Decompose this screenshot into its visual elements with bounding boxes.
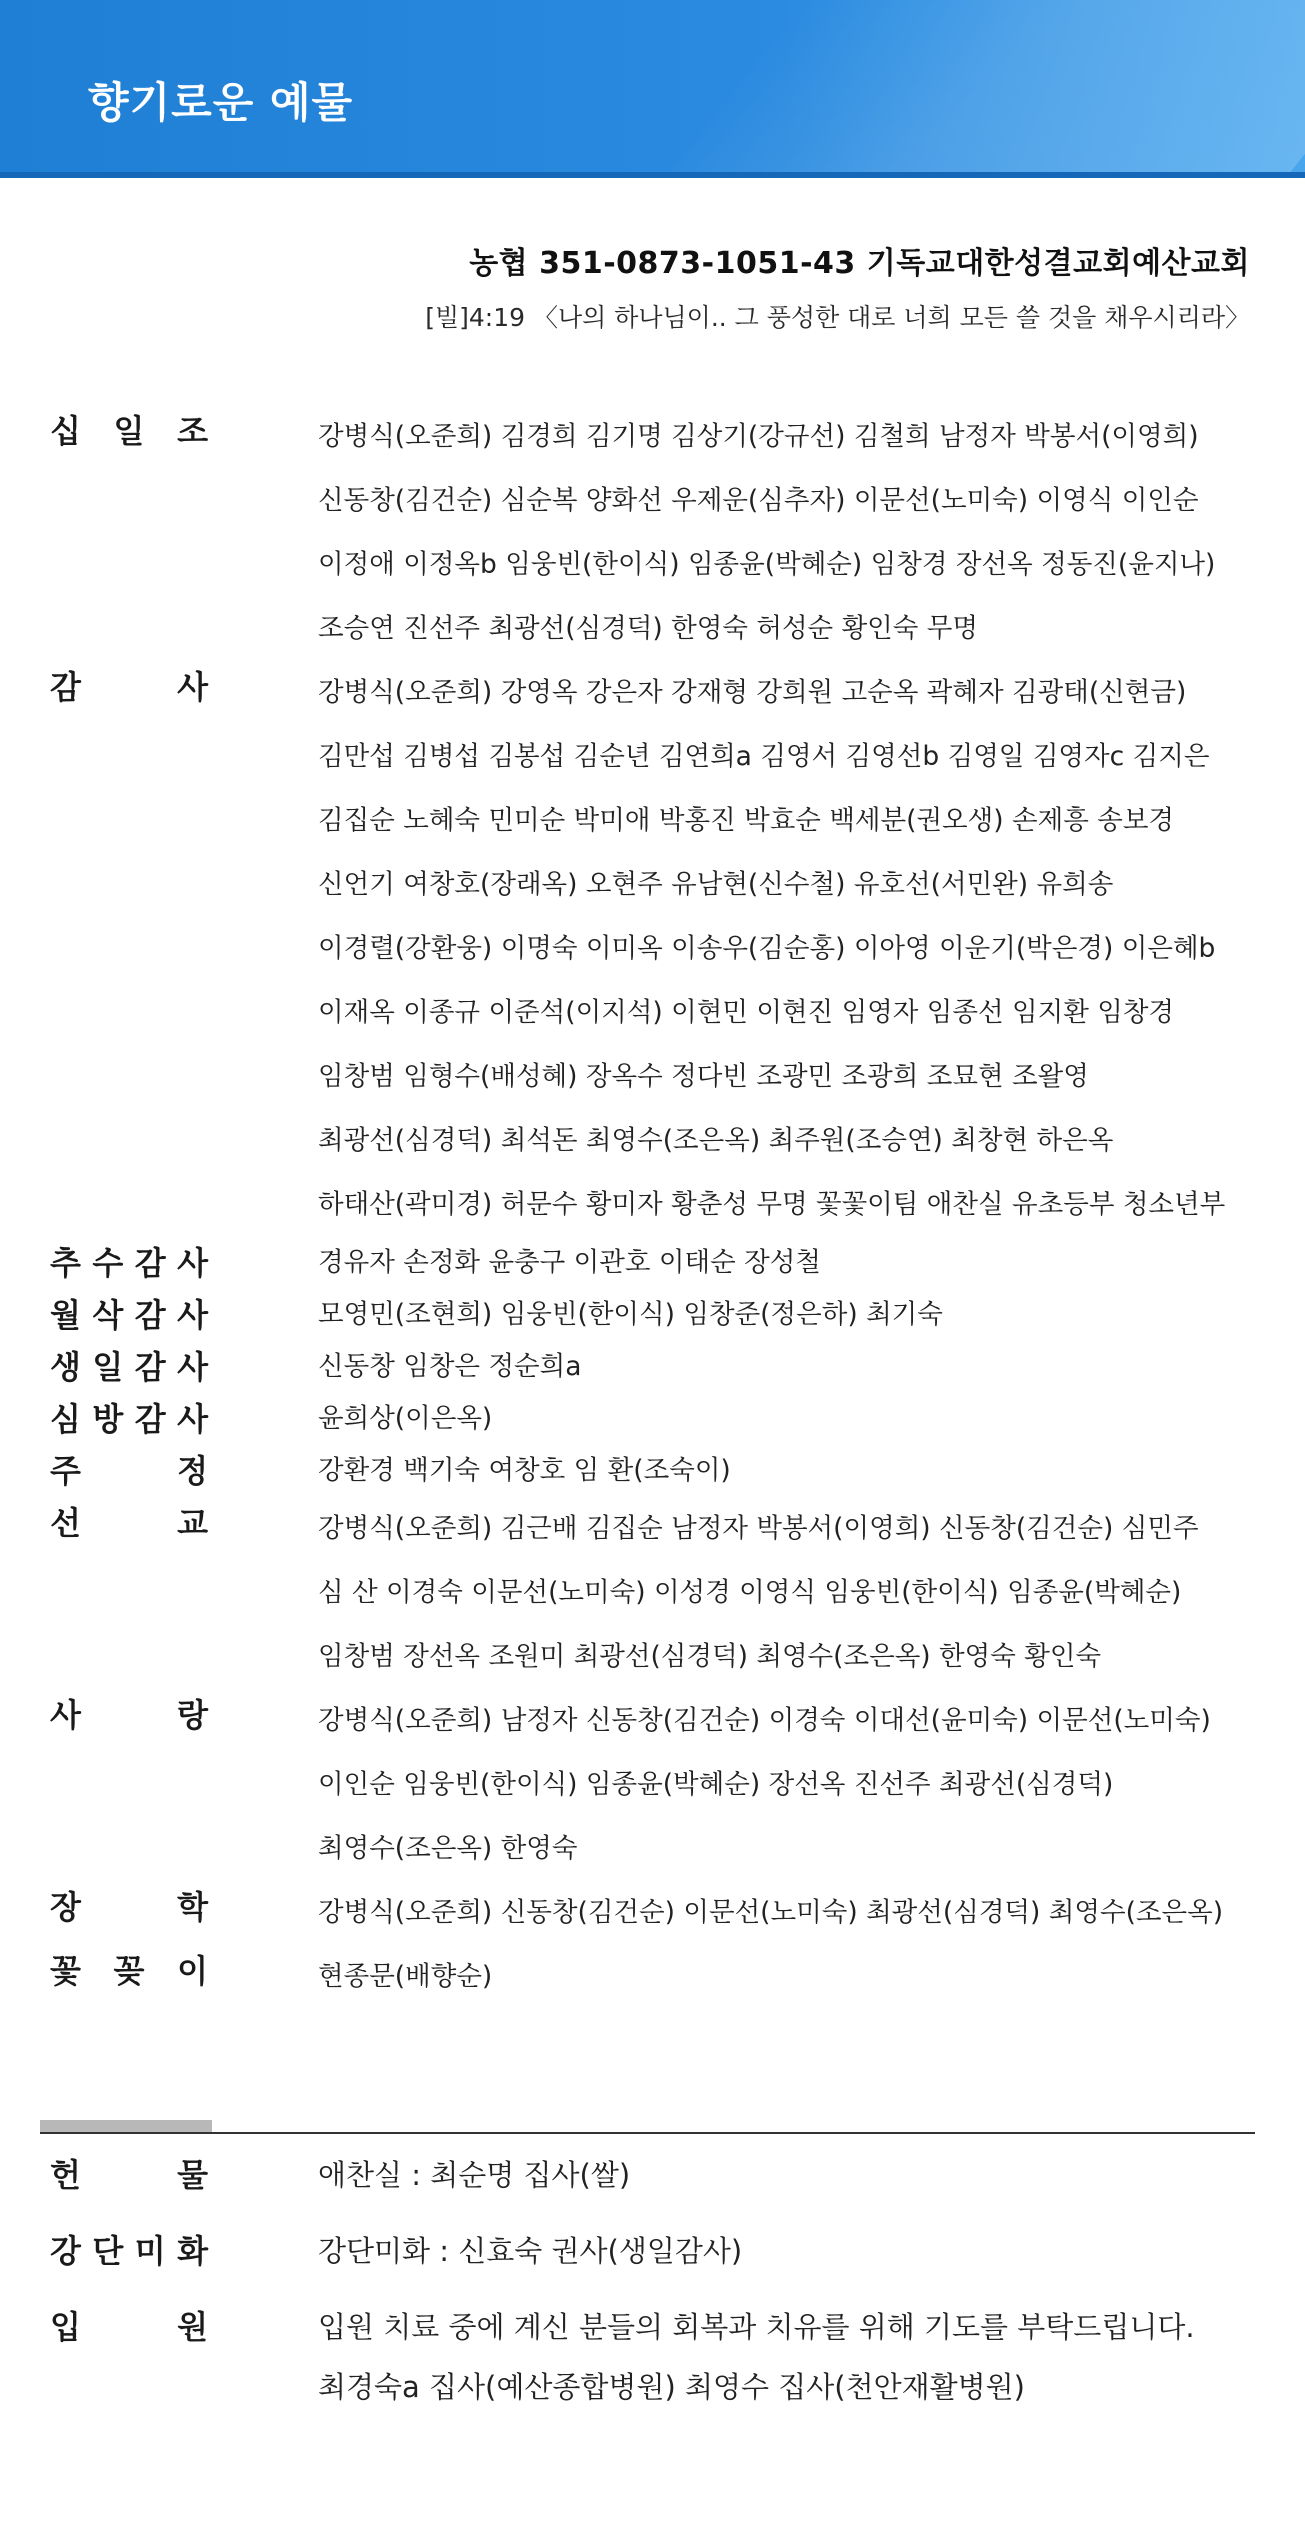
note-item-label: 강 단 미 화 [50, 2232, 208, 2270]
note-item [50, 2297, 1260, 2417]
note-item-names [220, 2221, 1260, 2281]
offering-category-line: 이인순 임웅빈(한이식) 임종윤(박혜순) 장선옥 진선주 최광선(심경덕) [318, 1769, 1114, 1800]
offering-category [50, 405, 1260, 661]
note-item-line: 최경숙a 집사(예산종합병원) 최영수 집사(천안재활병원) [318, 2370, 1025, 2404]
offering-category-line: 윤희상(이은옥) [318, 1403, 493, 1434]
note-item-names [220, 2297, 1260, 2417]
divider-accent [40, 2120, 212, 2132]
offering-category-names [220, 1237, 1260, 1289]
note-item-label: 헌 물 [50, 2156, 208, 2194]
offering-category-line: 이정애 이정옥b 임웅빈(한이식) 임종윤(박혜순) 임창경 장선옥 정동진(윤지나) [318, 549, 1216, 580]
offering-category-label: 주 정 [50, 1452, 208, 1490]
note-item-line: 입원 치료 중에 계신 분들의 회복과 치유를 위해 기도를 부탁드립니다. [318, 2310, 1195, 2344]
offering-category-names [220, 1289, 1260, 1341]
offering-category-names [220, 661, 1260, 1237]
offering-category-line: 심 산 이경숙 이문선(노미숙) 이성경 이영식 임웅빈(한이식) 임종윤(박혜순) [318, 1577, 1182, 1608]
offering-category-label: 감 사 [50, 668, 208, 706]
header-banner [0, 0, 1305, 178]
note-item [50, 2145, 1260, 2205]
offering-category-line: 강병식(오준희) 신동창(김건순) 이문선(노미숙) 최광선(심경덕) 최영수(조은옥) [318, 1897, 1224, 1928]
offering-category-label: 선 교 [50, 1504, 208, 1542]
offering-category-names [220, 405, 1260, 661]
offering-sections [50, 405, 1260, 2009]
note-item-label: 입 원 [50, 2308, 208, 2346]
offering-category-line: 최영수(조은옥) 한영숙 [318, 1833, 578, 1864]
offering-category-line: 김만섭 김병섭 김봉섭 김순년 김연희a 김영서 김영선b 김영일 김영자c 김지은 [318, 741, 1210, 772]
offering-category-label: 사 랑 [50, 1696, 208, 1734]
offering-category [50, 1689, 1260, 1881]
offering-category-line: 경유자 손정화 윤충구 이관호 이태순 장성철 [318, 1247, 821, 1278]
offering-category [50, 1341, 1260, 1393]
section-divider [40, 2120, 1255, 2140]
offering-category [50, 1497, 1260, 1689]
offering-category-line: 임창범 임형수(배성혜) 장옥수 정다빈 조광민 조광희 조묘현 조왈영 [318, 1061, 1089, 1092]
offering-category-line: 최광선(심경덕) 최석돈 최영수(조은옥) 최주원(조승연) 최창현 하은옥 [318, 1125, 1114, 1156]
offering-category-line: 강병식(오준희) 남정자 신동창(김건순) 이경숙 이대선(윤미숙) 이문선(노미숙) [318, 1705, 1211, 1736]
offering-category-names [220, 1881, 1260, 1945]
note-item-line: 애찬실 : 최순명 집사(쌀) [318, 2158, 631, 2192]
offering-category-label: 십 일 조 [50, 412, 208, 450]
offering-category-label: 심 방 감 사 [50, 1400, 208, 1438]
offering-category-line: 모영민(조현희) 임웅빈(한이식) 임창준(정은하) 최기숙 [318, 1299, 943, 1330]
offering-category-line: 신동창 임창은 정순희a [318, 1351, 582, 1382]
note-item-names [220, 2145, 1260, 2205]
offering-category-label: 꽃 꽂 이 [50, 1952, 208, 1990]
divider-line [40, 2132, 1255, 2134]
offering-category-names [220, 1445, 1260, 1497]
offering-category-label: 추 수 감 사 [50, 1244, 208, 1282]
offering-category-names [220, 1393, 1260, 1445]
offering-category-names [220, 1341, 1260, 1393]
offering-category-line: 현종문(배향순) [318, 1961, 493, 1992]
offering-category-label: 장 학 [50, 1888, 208, 1926]
note-item [50, 2221, 1260, 2281]
offering-category-line: 강병식(오준희) 김근배 김집순 남정자 박봉서(이영희) 신동창(김건순) 심민주 [318, 1513, 1199, 1544]
offering-category-names [220, 1497, 1260, 1689]
notes-section [50, 2145, 1260, 2433]
offering-category [50, 1881, 1260, 1945]
offering-category-names [220, 1945, 1260, 2009]
offering-category-line: 하태산(곽미경) 허문수 황미자 황춘성 무명 꽃꽃이팀 애찬실 유초등부 청소년부 [318, 1189, 1226, 1220]
offering-category [50, 1237, 1260, 1289]
offering-category-line: 강병식(오준희) 강영옥 강은자 강재형 강희원 고순옥 곽혜자 김광태(신현금) [318, 677, 1187, 708]
offering-category-line: 이재옥 이종규 이준석(이지석) 이현민 이현진 임영자 임종선 임지환 임창경 [318, 997, 1175, 1028]
page-title: 향기로운 예물 [88, 78, 354, 127]
bank-account: 농협 351-0873-1051-43 기독교대한성결교회예산교회 [469, 246, 1250, 281]
offering-category-label: 월 삭 감 사 [50, 1296, 208, 1334]
offering-category-line: 김집순 노혜숙 민미순 박미애 박홍진 박효순 백세분(권오생) 손제흥 송보경 [318, 805, 1175, 836]
offering-category [50, 1945, 1260, 2009]
offering-category-line: 강병식(오준희) 김경희 김기명 김상기(강규선) 김철희 남정자 박봉서(이영희) [318, 421, 1199, 452]
banner-decoration [666, 0, 1305, 178]
offering-category-line: 신언기 여창호(장래옥) 오현주 유남현(신수철) 유호선(서민완) 유희송 [318, 869, 1114, 900]
offering-category [50, 1289, 1260, 1341]
offering-category [50, 1445, 1260, 1497]
offering-category-line: 조승연 진선주 최광선(심경덕) 한영숙 허성순 황인숙 무명 [318, 613, 978, 644]
banner-underline [0, 172, 1305, 178]
note-item-line: 강단미화 : 신효숙 권사(생일감사) [318, 2234, 743, 2268]
offering-category-line: 이경렬(강환웅) 이명숙 이미옥 이송우(김순홍) 이아영 이운기(박은경) 이은혜b [318, 933, 1216, 964]
offering-category-line: 신동창(김건순) 심순복 양화선 우제운(심추자) 이문선(노미숙) 이영식 이인순 [318, 485, 1199, 516]
offering-category [50, 1393, 1260, 1445]
offering-category [50, 661, 1260, 1237]
bible-verse: [빌]4:19 〈나의 하나님이.. 그 풍성한 대로 너희 모든 쓸 것을 채우시리라〉 [425, 303, 1250, 332]
offering-category-label: 생 일 감 사 [50, 1348, 208, 1386]
offering-category-names [220, 1689, 1260, 1881]
offering-category-line: 임창범 장선옥 조원미 최광선(심경덕) 최영수(조은옥) 한영숙 황인숙 [318, 1641, 1102, 1672]
offering-category-line: 강환경 백기숙 여창호 임 환(조숙이) [318, 1455, 731, 1486]
